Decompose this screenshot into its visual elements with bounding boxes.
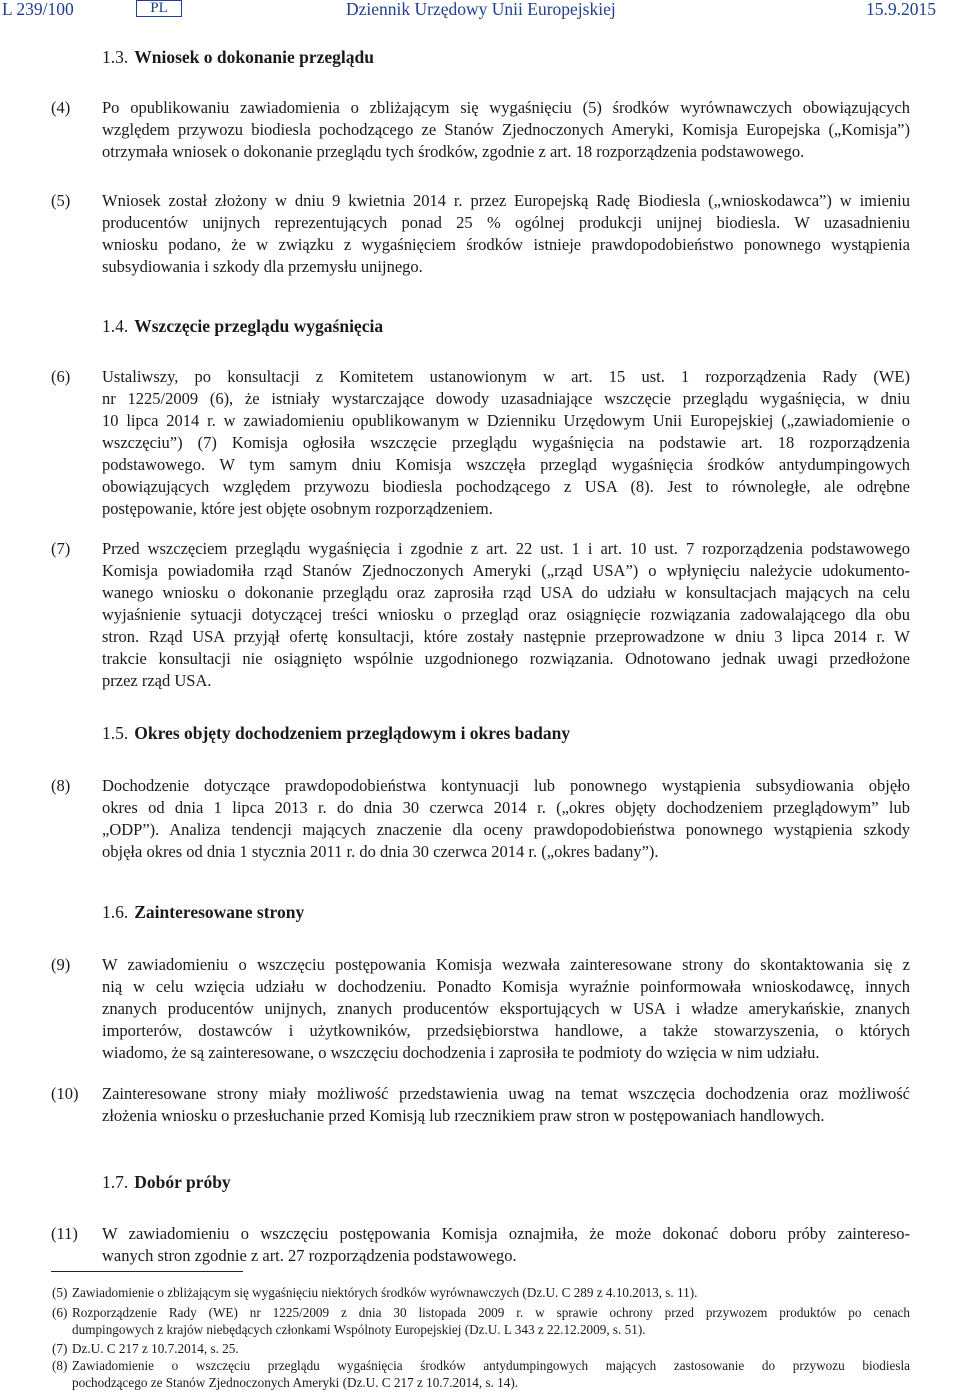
footnote-text xyxy=(72,1305,910,1338)
paragraph-number: (7) xyxy=(51,539,71,558)
paragraph-number: (4) xyxy=(51,98,71,117)
footnote-text xyxy=(72,1285,910,1302)
section-number: 1.6. xyxy=(102,902,129,922)
footnote-text xyxy=(72,1341,910,1358)
text-line: producentów unijnych reprezentujących ponad 25 % ogólnej produkcji unijnej biodiesla. W uzasadnieniu xyxy=(102,213,910,232)
footnote-text xyxy=(72,1358,910,1391)
paragraph-number: (10) xyxy=(51,1084,79,1103)
section-title: Dobór próby xyxy=(134,1172,231,1192)
section-title: Wszczęcie przeglądu wygaśnięcia xyxy=(134,316,384,336)
text-line: Przed wszczęciem przeglądu wygaśnięcia i zgodnie z art. 22 ust. 1 i art. 10 ust. 7 rozporządzenia podstawowego xyxy=(102,539,910,558)
text-line: W zawiadomieniu o wszczęciu postępowania Komisja oznajmiła, że może dokonać doboru próby zainteresо- xyxy=(102,1224,910,1243)
text-line: nr 1225/2009 (6), że istniały wystarczające dowody uzasadniające wszczęcie przeglądu wygaśnięcia, w dniu xyxy=(102,389,910,408)
text-line: Zawiadomienie o wszczęciu przeglądu wygaśnięcia środków antydumpingowych mających zastosowanie do przywozu biodiesla xyxy=(72,1358,910,1373)
issue-date: 15.9.2015 xyxy=(866,0,936,19)
paragraph-text xyxy=(102,97,910,163)
text-line: Ustaliwszy, po konsultacji z Komitetem ustanowionym w art. 15 ust. 1 rozporządzenia Rady (WE) xyxy=(102,367,910,386)
footnote-number: (6) xyxy=(52,1305,68,1320)
text-line: Dz.U. C 217 z 10.7.2014, s. 25. xyxy=(72,1341,239,1356)
text-line: znanych producentów unijnych, znanych producentów eksportujących w USA i władze amerykańskie, znanych xyxy=(102,999,910,1018)
text-line: przez rząd USA. xyxy=(102,671,212,690)
paragraph-text xyxy=(102,366,910,520)
text-line: postępowanie, które jest objęte osobnym rozporządzeniem. xyxy=(102,499,493,518)
section-number: 1.5. xyxy=(102,723,129,743)
text-line: Wniosek został złożony w dniu 9 kwietnia 2014 r. przez Europejską Radę Biodiesla („wnioskodawca”) w imieniu xyxy=(102,191,910,210)
text-line: subsydiowania i szkody dla przemysłu unijnego. xyxy=(102,257,423,276)
text-line: Rozporządzenie Rady (WE) nr 1225/2009 z dnia 30 listopada 2009 r. w sprawie ochrony przed przywozem produktów po cenach xyxy=(72,1305,910,1320)
text-line: dumpingowych z krajów niebędących członkami Wspólnoty Europejskiej (Dz.U. L 343 z 22.12.2009, s. 51). xyxy=(72,1321,646,1337)
page-number: L 239/100 xyxy=(2,0,74,19)
text-line: wanych stron zgodnie z art. 27 rozporządzenia podstawowego. xyxy=(102,1246,517,1265)
section-heading xyxy=(102,723,570,744)
section-heading xyxy=(102,1172,231,1193)
paragraph-text xyxy=(102,1083,910,1127)
text-line: nią w celu wzięcia udziału w dochodzeniu. Ponadto Komisja wyraźnie poinformowała wnioskodawcę, innych xyxy=(102,977,910,996)
section-title: Zainteresowane strony xyxy=(134,902,305,922)
text-line: złożenia wniosku o przesłuchanie przed Komisją lub rzecznikiem praw stron w postępowaniach handlowych. xyxy=(102,1106,825,1125)
text-line: obowiązujących względem przywozu biodiesla pochodzącego z USA (8). Jest to równoległe, ale odrębne xyxy=(102,477,910,496)
text-line: wanego wniosku o dokonanie przeglądu oraz zaprosiła rząd USA do udziału w konsultacjach mających na celu xyxy=(102,583,910,602)
section-heading xyxy=(102,316,383,337)
text-line: stron. Rząd USA przyjął ofertę konsultacji, które zostały następnie przeprowadzone w dniu 3 lipca 2014 r. W xyxy=(102,627,910,646)
paragraph-number: (6) xyxy=(51,367,71,386)
text-line: okres od dnia 1 lipca 2013 r. do dnia 30 czerwca 2014 r. („okres objęty dochodzeniem przeglądowym” lub xyxy=(102,798,910,817)
text-line: względem przywozu biodiesla pochodzącego ze Stanów Zjednoczonych Ameryki, Komisja Europejska („Komisja”) xyxy=(102,120,910,139)
section-title: Wniosek o dokonanie przeglądu xyxy=(134,47,374,67)
text-line: importerów, dostawców i użytkowników, przedsiębiorstwa handlowe, a także stowarzyszenia, o których xyxy=(102,1021,910,1040)
text-line: Zainteresowane strony miały możliwość przedstawienia uwag na temat wszczęcia dochodzenia oraz możliwość xyxy=(102,1084,910,1103)
text-line: 10 lipca 2014 r. w zawiadomieniu opublikowanym w Dzienniku Urzędowym Unii Europejskiej („zawiadomienie o xyxy=(102,411,910,430)
text-line: Zawiadomienie o zbliżającym się wygaśnięciu niektórych środków wyrównawczych (Dz.U. C 289 z 4.10.2013, s. 11). xyxy=(72,1285,698,1300)
paragraph-text xyxy=(102,538,910,692)
footnote-number: (5) xyxy=(52,1285,68,1300)
text-line: objęła okres od dnia 1 stycznia 2011 r. do dnia 30 czerwca 2014 r. („okres badany”). xyxy=(102,842,659,861)
paragraph-number: (5) xyxy=(51,191,71,210)
paragraph-number: (9) xyxy=(51,955,71,974)
section-heading xyxy=(102,47,374,68)
journal-title: Dziennik Urzędowy Unii Europejskiej xyxy=(346,0,616,19)
footnote-number: (7) xyxy=(52,1341,68,1356)
language-code: PL xyxy=(136,0,182,17)
paragraph-text xyxy=(102,954,910,1064)
text-line: W zawiadomieniu o wszczęciu postępowania Komisja wezwała zainteresowane strony do skontaktowania się z xyxy=(102,955,910,974)
paragraph-text xyxy=(102,1223,910,1267)
section-heading xyxy=(102,902,304,923)
section-title: Okres objęty dochodzeniem przeglądowym i okres badany xyxy=(134,723,571,743)
text-line: podstawowego. W tym samym dniu Komisja wszczęła przegląd wygaśnięcia środków antydumpingowych xyxy=(102,455,910,474)
section-number: 1.3. xyxy=(102,47,129,67)
text-line: wiadomo, że są zainteresowane, o wszczęciu dochodzenia i zaprosiła te podmioty do wzięcia w nim udziału. xyxy=(102,1043,820,1062)
text-line: pochodzącego ze Stanów Zjednoczonych Ameryki (Dz.U. C 217 z 10.7.2014, s. 14). xyxy=(72,1374,519,1390)
paragraph-number: (11) xyxy=(51,1224,78,1243)
text-line: otrzymała wniosek o dokonanie przeglądu tych środków, zgodnie z art. 18 rozporządzenia podstawowego. xyxy=(102,142,805,161)
section-number: 1.4. xyxy=(102,316,129,336)
paragraph-number: (8) xyxy=(51,776,71,795)
text-line: wniosku podano, że w związku z wygaśnięciem środków istnieje prawdopodobieństwo ponownego wystąpienia xyxy=(102,235,910,254)
footnote-number: (8) xyxy=(52,1358,68,1373)
text-line: trakcie konsultacji nie osiągnięto wspólnie uzgodnionego rozwiązania. Odnotowano jednak uwagi przedłożone xyxy=(102,649,910,668)
section-number: 1.7. xyxy=(102,1172,129,1192)
paragraph-text xyxy=(102,190,910,278)
text-line: „ODP”). Analiza tendencji mających znaczenie dla oceny prawdopodobieństwa ponownego wystąpienia szkody xyxy=(102,820,910,839)
text-line: Dochodzenie dotyczące prawdopodobieństwa kontynuacji lub ponownego wystąpienia subsydiowania objęło xyxy=(102,776,910,795)
footnote-divider xyxy=(51,1271,243,1272)
text-line: Komisja powiadomiła rząd Stanów Zjednoczonych Ameryki („rząd USA”) o wpłynięciu należycie udokumento- xyxy=(102,561,910,580)
text-line: Po opublikowaniu zawiadomienia o zbliżającym się wygaśnięciu (5) środków wyrównawczych obowiązujących xyxy=(102,98,910,117)
text-line: wyjaśnienie sytuacji dotyczącej treści wniosku o przegląd oraz osiągnięcie rozwiązania zadowalającego dla obu xyxy=(102,605,910,624)
paragraph-text xyxy=(102,775,910,863)
text-line: wszczęciu”) (7) Komisja ogłosiła wszczęcie przeglądu wygaśnięcia na podstawie art. 18 rozporządzenia xyxy=(102,433,910,452)
